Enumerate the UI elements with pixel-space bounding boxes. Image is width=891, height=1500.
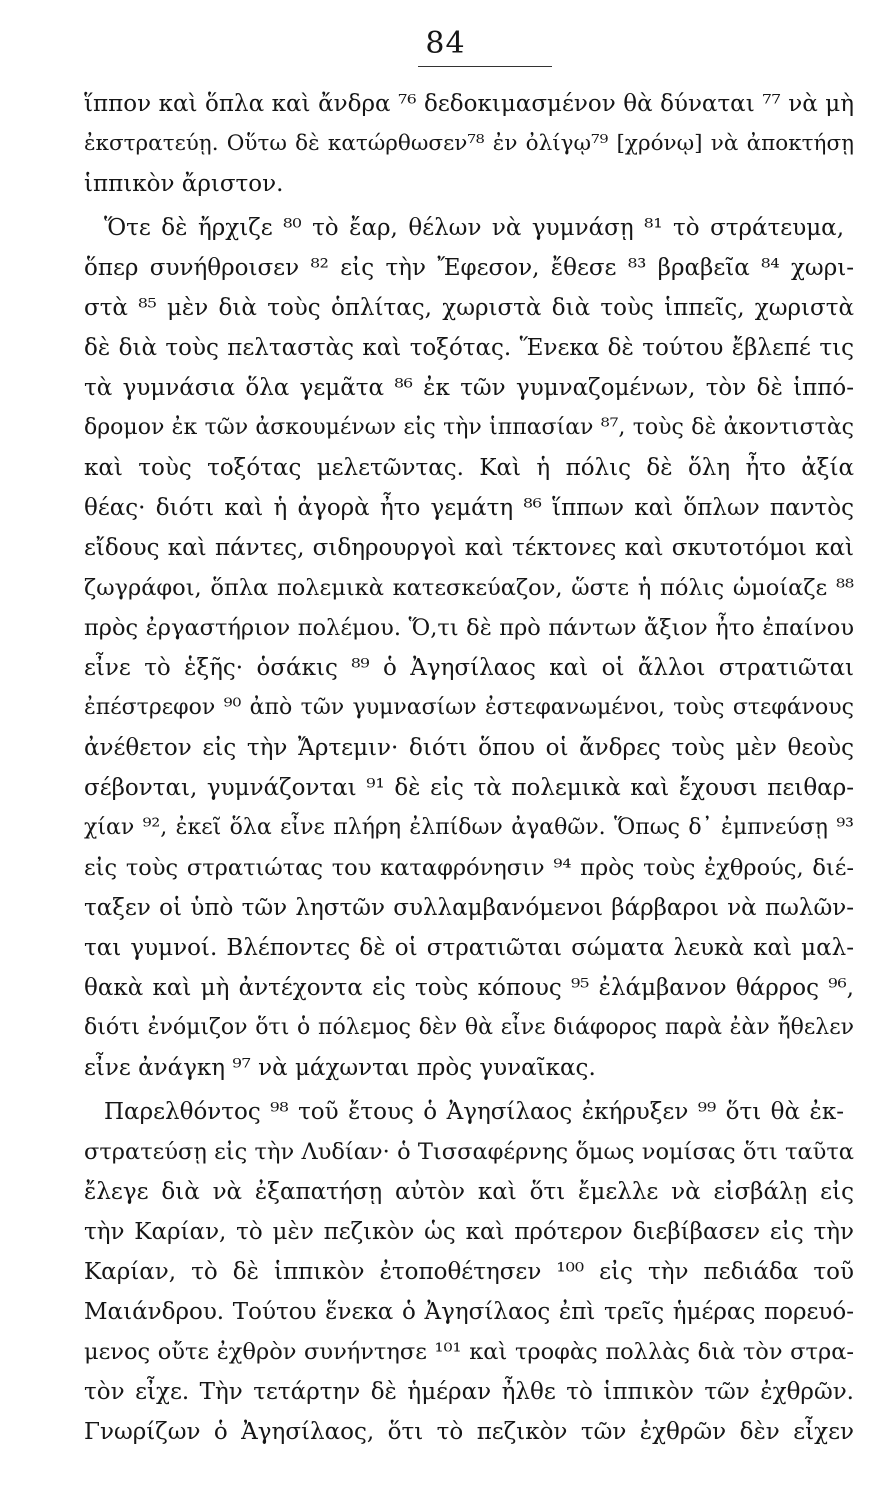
text-line: τὸν εἶχε. Τὴν τετάρτην δὲ ἡμέραν ἦλθε τὸ ἱππικὸν τῶν ἐχθρῶν. [84,1379,854,1405]
text-line: θέας· διότι καὶ ἡ ἀγορὰ ἦτο γεμάτη ⁸⁶ ἵππων καὶ ὅπλων παντὸς [84,495,854,521]
text-line: διότι ἐνόμιζον ὅτι ὁ πόλεμος δὲν θὰ εἶνε διάφορος παρὰ ἐὰν ἤθελεν [84,1015,854,1040]
text-line: ἵππον καὶ ὅπλα καὶ ἄνδρα ⁷⁶ δεδοκιμασμένον θὰ δύναται ⁷⁷ νὰ μὴ [84,91,854,117]
text-line: στρατεύσῃ εἰς τὴν Λυδίαν· ὁ Τισσαφέρνης ὅμως νομίσας ὅτι ταῦτα [84,1139,854,1165]
text-line: Καρίαν, τὸ δὲ ἱππικὸν ἐτοποθέτησεν ¹⁰⁰ εἰς τὴν πεδιάδα τοῦ [84,1259,854,1285]
text-line: ἀνέθετον εἰς τὴν Ἄρτεμιν· διότι ὅπου οἱ ἄνδρες τοὺς μὲν θεοὺς [84,735,854,761]
text-line: ἔλεγε διὰ νὰ ἐξαπατήσῃ αὐτὸν καὶ ὅτι ἔμελλε νὰ εἰσβάλῃ εἰς [84,1179,854,1205]
text-line: ταξεν οἱ ὑπὸ τῶν ληστῶν συλλαμβανόμενοι βάρβαροι νὰ πωλῶν- [84,895,854,921]
text-line: τὴν Καρίαν, τὸ μὲν πεζικὸν ὡς καὶ πρότερον διεβίβασεν εἰς τὴν [84,1219,854,1245]
text-line: Μαιάνδρου. Τούτου ἕνεκα ὁ Ἀγησίλαος ἐπὶ τρεῖς ἡμέρας πορευό- [84,1299,854,1325]
text-line: ἱππικὸν ἄριστον. [84,171,284,197]
text-line: ζωγράφοι, ὅπλα πολεμικὰ κατεσκεύαζον, ὥστε ἡ πόλις ὡμοίαζε ⁸⁸ [84,575,854,601]
text-line: δὲ διὰ τοὺς πελταστὰς καὶ τοξότας. Ἕνεκα δὲ τούτου ἔβλεπέ τις [84,335,854,361]
text-line: εἶνε ἀνάγκη ⁹⁷ νὰ μάχωνται πρὸς γυναῖκας. [84,1055,596,1081]
text-line: χίαν ⁹², ἐκεῖ ὅλα εἶνε πλήρη ἐλπίδων ἀγαθῶν. Ὅπως δ᾽ ἐμπνεύσῃ ⁹³ [84,815,854,840]
text-line: ἐπέστρεφον ⁹⁰ ἀπὸ τῶν γυμνασίων ἐστεφανωμένοι, τοὺς στεφάνους [84,695,854,720]
text-line: εἶνε τὸ ἑξῆς· ὁσάκις ⁸⁹ ὁ Ἀγησίλαος καὶ οἱ ἄλλοι στρατιῶται [84,655,854,681]
text-line: σέβονται, γυμνάζονται ⁹¹ δὲ εἰς τὰ πολεμικὰ καὶ ἔχουσι πειθαρ- [84,775,854,801]
text-line: θακὰ καὶ μὴ ἀντέχοντα εἰς τοὺς κόπους ⁹⁵ ἐλάμβανον θάρρος ⁹⁶, [84,975,854,1001]
text-line: πρὸς ἐργαστήριον πολέμου. Ὅ,τι δὲ πρὸ πάντων ἄξιον ἦτο ἐπαίνου [84,615,854,641]
text-line: Παρελθόντος ⁹⁸ τοῦ ἔτους ὁ Ἀγησίλαος ἐκήρυξεν ⁹⁹ ὅτι θὰ ἐκ- [104,1099,844,1125]
text-line: καὶ τοὺς τοξότας μελετῶντας. Καὶ ἡ πόλις δὲ ὅλη ἦτο ἀξία [84,455,854,481]
text-line: τὰ γυμνάσια ὅλα γεμᾶτα ⁸⁶ ἐκ τῶν γυμναζομένων, τὸν δὲ ἱππό- [84,375,854,401]
text-line: δρομον ἐκ τῶν ἀσκουμένων εἰς τὴν ἱππασίαν ⁸⁷, τοὺς δὲ ἀκοντιστὰς [84,415,854,440]
text-line: στὰ ⁸⁵ μὲν διὰ τοὺς ὁπλίτας, χωριστὰ διὰ τοὺς ἱππεῖς, χωριστὰ [84,295,854,321]
text-line: εἰς τοὺς στρατιώτας του καταφρόνησιν ⁹⁴ πρὸς τοὺς ἐχθρούς, διέ- [84,855,854,881]
text-line: μενος οὔτε ἐχθρὸν συνήντησε ¹⁰¹ καὶ τροφὰς πολλὰς διὰ τὸν στρα- [84,1339,854,1365]
text-line: ται γυμνοί. Βλέποντες δὲ οἱ στρατιῶται σώματα λευκὰ καὶ μαλ- [84,935,854,961]
text-line: εἴδους καὶ πάντες, σιδηρουργοὶ καὶ τέκτονες καὶ σκυτοτόμοι καὶ [84,535,854,561]
text-line: ὅπερ συνήθροισεν ⁸² εἰς τὴν Ἔφεσον, ἔθεσε ⁸³ βραβεῖα ⁸⁴ χωρι- [84,255,854,281]
text-line: Ὅτε δὲ ἤρχιζε ⁸⁰ τὸ ἔαρ, θέλων νὰ γυμνάσῃ ⁸¹ τὸ στράτευμα, [104,215,844,241]
text-line: ἐκστρατεύῃ. Οὕτω δὲ κατώρθωσεν⁷⁸ ἐν ὀλίγῳ⁷⁹ [χρόνῳ] νὰ ἀποκτήσῃ [84,131,854,156]
text-line: Γνωρίζων ὁ Ἀγησίλαος, ὅτι τὸ πεζικὸν τῶν ἐχθρῶν δὲν εἶχεν [84,1419,854,1445]
header-rule [418,66,552,67]
page-number: 84 [425,26,466,61]
